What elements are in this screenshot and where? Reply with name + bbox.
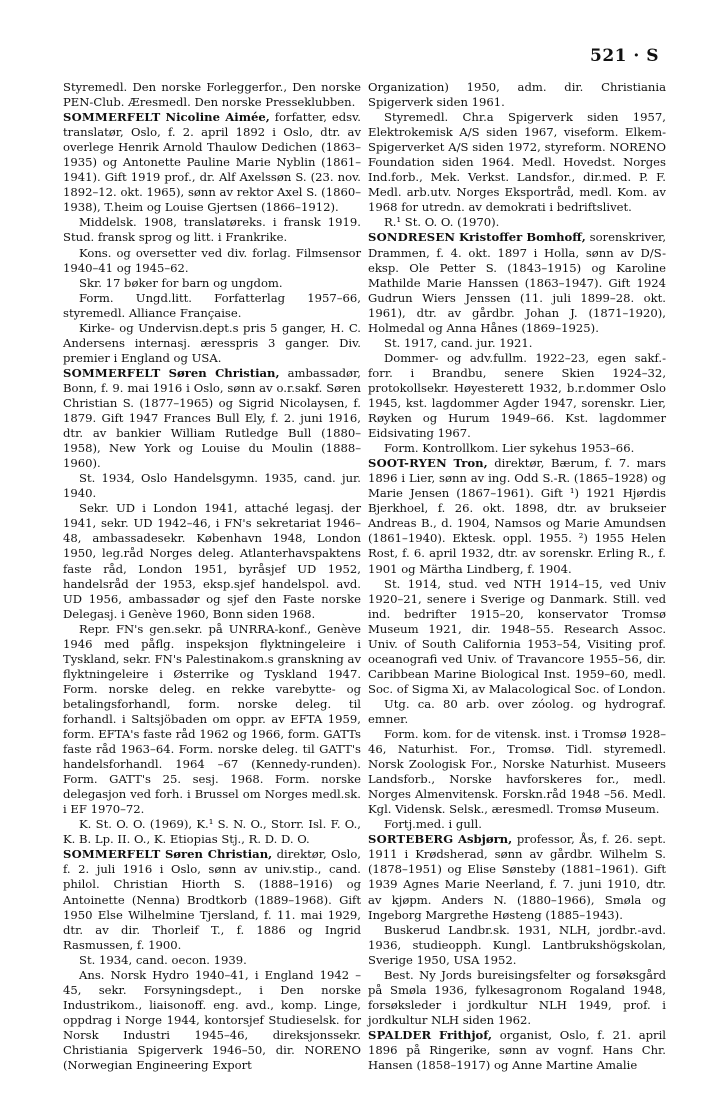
body-paragraph: [63, 246, 361, 276]
body-paragraph: [368, 697, 666, 727]
entry-given-names: Søren Christian,: [164, 847, 273, 862]
entry-surname: SOMMERFELT: [63, 847, 161, 862]
paragraph-text: forfatter, edsv. translatør, Oslo, f. 2. april 1892 i Oslo, dtr. av overlege Henrik Arnold Thaulow Dedichen (1863–1935) og Antonette Pauline Marie Nyblin (1861–1941). Gift 1919 prof., dr. Alf Axelssøn S. (23. nov. 1892–12. okt. 1965), sønn av rektor Axel S. (1860–1938), T.heim og Louise Gjertsen (1866–1912).: [63, 110, 361, 215]
entry-given-names: Asbjørn,: [458, 832, 513, 847]
entry-paragraph: [63, 847, 361, 952]
paragraph-text: Kirke- og Undervisn.dept.s pris 5 ganger, H. C. Andersens internasj. æresspris 3 ganger. Div. premier i England og USA.: [63, 320, 361, 365]
paragraph-text: Buskerud Landbr.sk. 1931, NLH, jordbr.-avd. 1936, studieopph. Kungl. Lantbrukshögskolan, Sverige 1950, USA 1952.: [368, 922, 666, 967]
paragraph-text: St. 1934, Oslo Handelsgymn. 1935, cand. jur. 1940.: [63, 471, 361, 501]
body-paragraph: [63, 215, 361, 245]
paragraph-text: professor, Ås, f. 26. sept. 1911 i Krødsherad, sønn av gårdbr. Wilhelm S. (1878–1951) og Elise Sønsteby (1881–1961). Gift 1939 Agnes Marie Neerland, f. 7. juni 1910, dtr. av kjøpm. Anders N. (1880–1966), Smøla og Ingeborg Margrethe Høsteng (1885–1943).: [368, 832, 666, 922]
body-paragraph: [63, 80, 361, 110]
body-paragraph: [368, 110, 666, 215]
entry-surname: SPALDER: [368, 1027, 432, 1042]
paragraph-text: Skr. 17 bøker for barn og ungdom.: [79, 275, 283, 290]
body-paragraph: [368, 923, 666, 968]
paragraph-text: Sekr. UD i London 1941, attaché legasj. der 1941, sekr. UD 1942–46, i FN's sekretariat 1946–48, ambassadesekr. København 1948, London 1950, leg.råd Norges deleg. Atlanterhavspaktens faste råd, London 1951, byråsjef UD 1952, handelsråd der 1953, eksp.sjef handelspol. avd. UD 1956, ambassadør og sjef den Faste norske Delegasj. i Genève 1960, Bonn siden 1968.: [63, 501, 361, 621]
entry-given-names: Frithjof,: [439, 1027, 493, 1042]
body-paragraph: [368, 577, 666, 697]
body-paragraph: [368, 80, 666, 110]
body-paragraph: [63, 291, 361, 321]
paragraph-text: Organization) 1950, adm. dir. Christiania Spigerverk siden 1961.: [368, 80, 666, 110]
entry-given-names: Tron,: [453, 456, 488, 471]
entry-surname: SOMMERFELT: [63, 110, 161, 125]
body-paragraph: [63, 501, 361, 621]
paragraph-text: Fortj.med. i gull.: [384, 817, 482, 832]
paragraph-text: St. 1934, cand. oecon. 1939.: [79, 952, 247, 967]
body-paragraph: [63, 276, 361, 291]
entry-paragraph: [368, 456, 666, 576]
paragraph-text: direktør, Oslo, f. 2. juli 1916 i Oslo, sønn av univ.stip., cand. philol. Christian Hiorth S. (1888–1916) og Antoinette (Nenna) Brodtkorb (1889–1968). Gift 1950 Else Wilhelmine Tjersland, f. 11. mai 1929, dtr. av dir. Thorleif T., f. 1886 og Ingrid Rasmussen, f. 1900.: [63, 847, 361, 952]
entry-given-names: Søren Christian,: [168, 365, 280, 380]
body-paragraph: [368, 215, 666, 230]
entry-given-names: Nicoline Aimée,: [165, 110, 270, 125]
paragraph-text: St. 1914, stud. ved NTH 1914–15, ved Univ 1920–21, senere i Sverige og Danmark. Still. ved ind. bedrifter 1915–20, konservator Tromsø Museum 1921, dir. 1948–55. Research Assoc. Univ. of South California 1953–54, Visiting prof. oceanografi ved Univ. of Travancore 1955–56, dir. Caribbean Marine Biological Inst. 1959–60, medl. Soc. of Sigma Xi, av Malacological Soc. of London.: [368, 576, 666, 696]
body-paragraph: [63, 968, 361, 1073]
paragraph-text: sorenskriver, Drammen, f. 4. okt. 1897 i Holla, sønn av D/S-eksp. Ole Petter S. (1843–1915) og Karoline Mathilde Marie Hanssen (1863–1947). Gift 1924 Gudrun Wiers Jenssen (11. juli 1899–28. okt. 1961), dtr. av gårdbr. Johan J. (1871–1920), Holmedal og Anna Hånes (1869–1925).: [368, 230, 667, 335]
entry-paragraph: [368, 832, 666, 922]
body-paragraph: [63, 817, 361, 847]
paragraph-text: Form. Ungd.litt. Forfatterlag 1957–66, styremedl. Alliance Française.: [63, 290, 361, 320]
entry-paragraph: [368, 230, 666, 335]
entry-given-names: Kristoffer Bomhoff,: [458, 230, 586, 245]
paragraph-text: R.¹ St. O. O. (1970).: [384, 215, 500, 230]
paragraph-text: Best. Ny Jords bureisingsfelter og forsøksgård på Smøla 1936, fylkesagronom Rogaland 1948, forsøksleder i jordkultur NLH 1949, prof. i jordkultur NLH siden 1962.: [368, 967, 666, 1027]
paragraph-text: Styremedl. Chr.a Spigerverk siden 1957, Elektrokemisk A/S siden 1967, viseform. Elkem-Spigerverket A/S siden 1972, styreform. NORENO Foundation siden 1964. Medl. Hovedst. Norges Ind.forb., Mek. Verkst. Landsfor., dir.med. P. F. Medl. arb.utv. Norges Eksportråd, medl. Kom. av 1968 for utredn. av demokrati i bedriftslivet.: [368, 110, 666, 215]
entry-paragraph: [368, 1028, 666, 1073]
paragraph-text: Kons. og oversetter ved div. forlag. Filmsensor 1940–41 og 1945–62.: [63, 245, 361, 275]
body-paragraph: [63, 471, 361, 501]
paragraph-text: Form. Kontrollkom. Lier sykehus 1953–66.: [384, 441, 635, 456]
body-paragraph: [368, 336, 666, 351]
paragraph-text: Styremedl. Den norske Forleggerfor., Den norske PEN-Club. Æresmedl. Den norske Presseklubben.: [63, 80, 361, 110]
paragraph-text: Utg. ca. 80 arb. over zóolog. og hydrograf. emner.: [368, 696, 666, 726]
page-number: 521 · S: [590, 46, 660, 66]
paragraph-text: Form. kom. for de vitensk. inst. i Tromsø 1928–46, Naturhist. For., Tromsø. Tidl. styremedl. Norsk Zoologisk For., Norske Naturhist. Museers Landsforb., Norske havforskeres for., medl. Norges Almenvitensk. Forskn.råd 1948 –56. Medl. Kgl. Vidensk. Selsk., æresmedl. Tromsø Museum.: [368, 727, 666, 817]
body-paragraph: [63, 953, 361, 968]
paragraph-text: Ans. Norsk Hydro 1940–41, i England 1942 –45, sekr. Forsyningsdept., i Den norske Industrikom., liaisonoff. eng. avd., komp. Linge, oppdrag i Norge 1944, kontorsjef Studieselsk. for Norsk Industri 1945–46, direksjonssekr. Christiania Spigerverk 1946–50, dir. NORENO (Norwegian Engineering Export: [63, 967, 361, 1073]
entry-surname: SOOT-RYEN: [368, 456, 447, 471]
paragraph-text: Middelsk. 1908, translatøreks. i fransk 1919. Stud. fransk sprog og litt. i Frankrike.: [63, 215, 361, 245]
right-column: [368, 80, 666, 1073]
body-paragraph: [63, 622, 361, 818]
entry-surname: SONDRESEN: [368, 230, 456, 245]
body-paragraph: [63, 321, 361, 366]
body-paragraph: [368, 968, 666, 1028]
body-paragraph: [368, 351, 666, 441]
paragraph-text: organist, Oslo, f. 21. april 1896 på Ringerike, sønn av vognf. Hans Chr. Hansen (1858–1917) og Anne Martine Amalie: [368, 1027, 666, 1073]
body-paragraph: [368, 727, 666, 817]
body-paragraph: [368, 441, 666, 456]
body-paragraph: [368, 817, 666, 832]
entry-surname: SORTEBERG: [368, 832, 454, 847]
left-column: [63, 80, 361, 1073]
entry-surname: SOMMERFELT: [63, 365, 161, 380]
paragraph-text: St. 1917, cand. jur. 1921.: [384, 335, 533, 350]
paragraph-text: ambassadør, Bonn, f. 9. mai 1916 i Oslo, sønn av o.r.sakf. Søren Christian S. (1877–1965) og Sigrid Nicolaysen, f. 1879. Gift 1947 Frances Bull Ely, f. 2. juni 1916, dtr. av bankier William Rutledge Bull (1880–1958), New York og Louise du Moulin (1888–1960).: [63, 365, 361, 471]
entry-paragraph: [63, 366, 361, 471]
paragraph-text: Dommer- og adv.fullm. 1922–23, egen sakf.-forr. i Brandbu, senere Skien 1924–32, protokollsekr. Høyesterett 1932, b.r.dommer Oslo 1945, kst. lagdommer Agder 1947, sorenskr. Lier, Røyken og Hurum 1949–66. Kst. lagdommer Eidsivating 1967.: [368, 350, 666, 441]
paragraph-text: direktør, Bærum, f. 7. mars 1896 i Lier, sønn av ing. Odd S.-R. (1865–1928) og Marie Jensen (1867–1961). Gift ¹) 1921 Hjørdis Bjerkhoel, f. 26. okt. 1898, dtr. av brukseier Andreas B., d. 1904, Namsos og Marie Amundsen (1861–1940). Ektesk. oppl. 1955. ²) 1955 Helen Rost, f. 6. april 1932, dtr. av sorenskr. Erling R., f. 1901 og Märtha Lindberg, f. 1904.: [368, 456, 666, 576]
entry-paragraph: [63, 110, 361, 215]
paragraph-text: Repr. FN's gen.sekr. på UNRRA-konf., Genève 1946 med påflg. inspeksjon flyktningeleire i Tyskland, sekr. FN's Palestinakom.s granskning av flyktningeleire i Østerrike og Tyskland 1947. Form. norske deleg. en rekke varebytte- og betalingsforhandl, form. norske deleg. til forhandl. i Saltsjöbaden om oppr. av EFTA 1959, form. EFTA's faste råd 1962 og 1966, form. GATTs faste råd 1963–64. Form. norske deleg. til GATT's handelsforhandl. 1964 –67 (Kennedy-runden). Form. GATT's 25. sesj. 1968. Form. norske delegasjon ved forh. i Brussel om Norges medl.sk. i EF 1970–72.: [63, 621, 361, 817]
paragraph-text: K. St. O. O. (1969), K.¹ S. N. O., Storr. Isl. F. O., K. B. Lp. II. O., K. Etiopias Stj., R. D. D. O.: [63, 817, 361, 847]
